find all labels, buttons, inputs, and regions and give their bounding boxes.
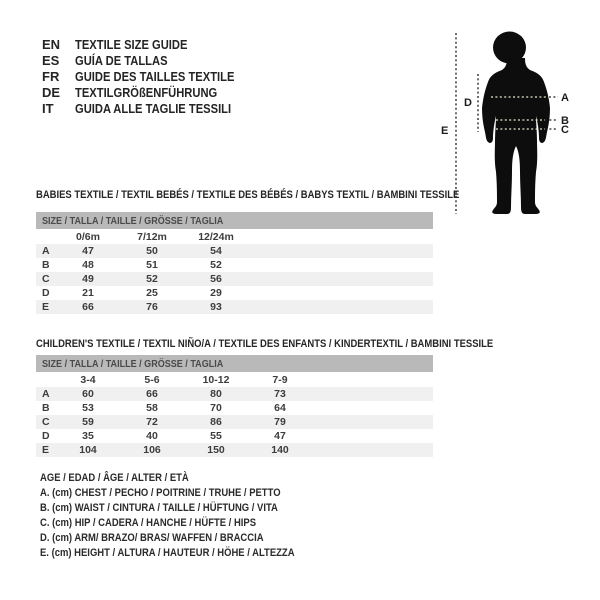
table-cell: 55 [210, 430, 222, 442]
language-label: GUÍA DE TALLAS [75, 52, 168, 68]
language-label: GUIDE DES TAILLES TEXTILE [75, 68, 235, 84]
row-label: D [42, 287, 50, 299]
table-cell: 56 [210, 273, 222, 285]
language-row [42, 100, 260, 116]
row-label: A [42, 245, 50, 257]
table-cell: 59 [82, 416, 94, 428]
size-header-label: SIZE / TALLA / TAILLE / GRÖSSE / TAGLIA [42, 214, 224, 227]
figure-head [493, 32, 526, 64]
table-cell: 25 [146, 287, 158, 299]
table-row [36, 429, 433, 443]
figure-label-a: A [561, 92, 569, 104]
figure-label-d: D [464, 97, 472, 109]
language-row [42, 36, 260, 52]
table-row [36, 401, 433, 415]
figure-label-c: C [561, 124, 569, 136]
column-header: 7/12m [137, 230, 167, 243]
table-row [36, 258, 433, 272]
table-cell: 150 [207, 444, 225, 456]
table-row [36, 415, 433, 429]
table-cell: 66 [82, 301, 94, 313]
table-cell: 72 [146, 416, 158, 428]
table-cell: 93 [210, 301, 222, 313]
table-cell: 40 [146, 430, 158, 442]
legend-item-text: A. (cm) CHEST / PECHO / POITRINE / TRUHE / PETTO [40, 486, 281, 499]
legend-item-text: D. (cm) ARM/ BRAZO/ BRAS/ WAFFEN / BRACCIA [40, 531, 264, 544]
legend-age-text: AGE / EDAD / ÂGE / ALTER / ETÀ [40, 471, 189, 484]
language-label: TEXTILGRÖßENFÜHRUNG [75, 84, 218, 100]
babies-size-table [36, 212, 433, 314]
table-cell: 86 [210, 416, 222, 428]
table-cell: 70 [210, 402, 222, 414]
language-label: GUIDA ALLE TAGLIE TESSILI [75, 100, 232, 116]
table-row [36, 244, 433, 258]
column-header: 5-6 [144, 373, 160, 386]
column-header: 12/24m [198, 230, 234, 243]
legend-item [40, 515, 336, 530]
row-label: E [42, 444, 50, 456]
babies-size-header-bar [36, 212, 433, 229]
table-cell: 50 [146, 245, 158, 257]
legend-item [40, 530, 336, 545]
table-row [36, 387, 433, 401]
table-cell: 47 [274, 430, 286, 442]
figure-label-e: E [441, 125, 449, 137]
column-header: 10-12 [202, 373, 230, 386]
children-size-header-bar [36, 355, 433, 372]
row-label: C [42, 416, 50, 428]
legend-item [40, 545, 336, 560]
table-cell: 21 [82, 287, 94, 299]
table-row [36, 272, 433, 286]
table-cell: 76 [146, 301, 158, 313]
column-header: 0/6m [76, 230, 100, 243]
table-cell: 64 [274, 402, 286, 414]
table-cell: 54 [210, 245, 222, 257]
language-label: TEXTILE SIZE GUIDE [75, 36, 188, 52]
size-header-label: SIZE / TALLA / TAILLE / GRÖSSE / TAGLIA [42, 357, 224, 370]
column-header: 7-9 [272, 373, 288, 386]
table-cell: 79 [274, 416, 286, 428]
children-size-table [36, 355, 433, 457]
babies-column-header-row [36, 229, 433, 244]
table-cell: 80 [210, 388, 222, 400]
table-cell: 52 [210, 259, 222, 271]
language-list [42, 36, 260, 116]
babies-section-title-text: BABIES TEXTILE / TEXTIL BEBÉS / TEXTILE DES BÉBÉS / BABYS TEXTIL / BAMBINI TESSILE [36, 189, 460, 201]
babies-section-title [36, 189, 528, 201]
table-cell: 66 [146, 388, 158, 400]
table-row [36, 300, 433, 314]
row-label: B [42, 402, 50, 414]
table-cell: 106 [143, 444, 161, 456]
row-label: B [42, 259, 50, 271]
language-row [42, 84, 260, 100]
legend-item [40, 485, 336, 500]
row-label: C [42, 273, 50, 285]
language-row [42, 52, 260, 68]
table-cell: 51 [146, 259, 158, 271]
table-cell: 52 [146, 273, 158, 285]
children-column-header-row [36, 372, 433, 387]
language-code: DE [42, 84, 61, 100]
row-label: A [42, 388, 50, 400]
figure-label-b: B [561, 115, 569, 127]
children-section-title-text: CHILDREN'S TEXTILE / TEXTIL NIÑO/A / TEXTILE DES ENFANTS / KINDERTEXTIL / BAMBINI TESSILE [36, 338, 494, 350]
language-code: ES [42, 52, 60, 68]
legend-item-text: E. (cm) HEIGHT / ALTURA / HAUTEUR / HÖHE / ALTEZZA [40, 546, 295, 559]
table-cell: 104 [79, 444, 97, 456]
table-cell: 140 [271, 444, 289, 456]
table-cell: 60 [82, 388, 94, 400]
row-label: D [42, 430, 50, 442]
row-label: E [42, 301, 50, 313]
table-cell: 29 [210, 287, 222, 299]
language-row [42, 68, 260, 84]
children-section-title [36, 338, 568, 350]
legend-item [40, 500, 336, 515]
language-code: EN [42, 36, 61, 52]
column-header: 3-4 [80, 373, 96, 386]
table-cell: 58 [146, 402, 158, 414]
table-cell: 73 [274, 388, 286, 400]
table-cell: 35 [82, 430, 94, 442]
measurement-legend [40, 470, 336, 560]
table-cell: 53 [82, 402, 94, 414]
table-row [36, 286, 433, 300]
table-cell: 47 [82, 245, 94, 257]
legend-age-line [40, 470, 336, 485]
legend-item-text: B. (cm) WAIST / CINTURA / TAILLE / HÜFTUNG / VITA [40, 501, 278, 514]
language-code: FR [42, 68, 60, 84]
legend-item-text: C. (cm) HIP / CADERA / HANCHE / HÜFTE / HIPS [40, 516, 257, 529]
table-cell: 48 [82, 259, 94, 271]
language-code: IT [42, 100, 54, 116]
table-cell: 49 [82, 273, 94, 285]
table-row [36, 443, 433, 457]
